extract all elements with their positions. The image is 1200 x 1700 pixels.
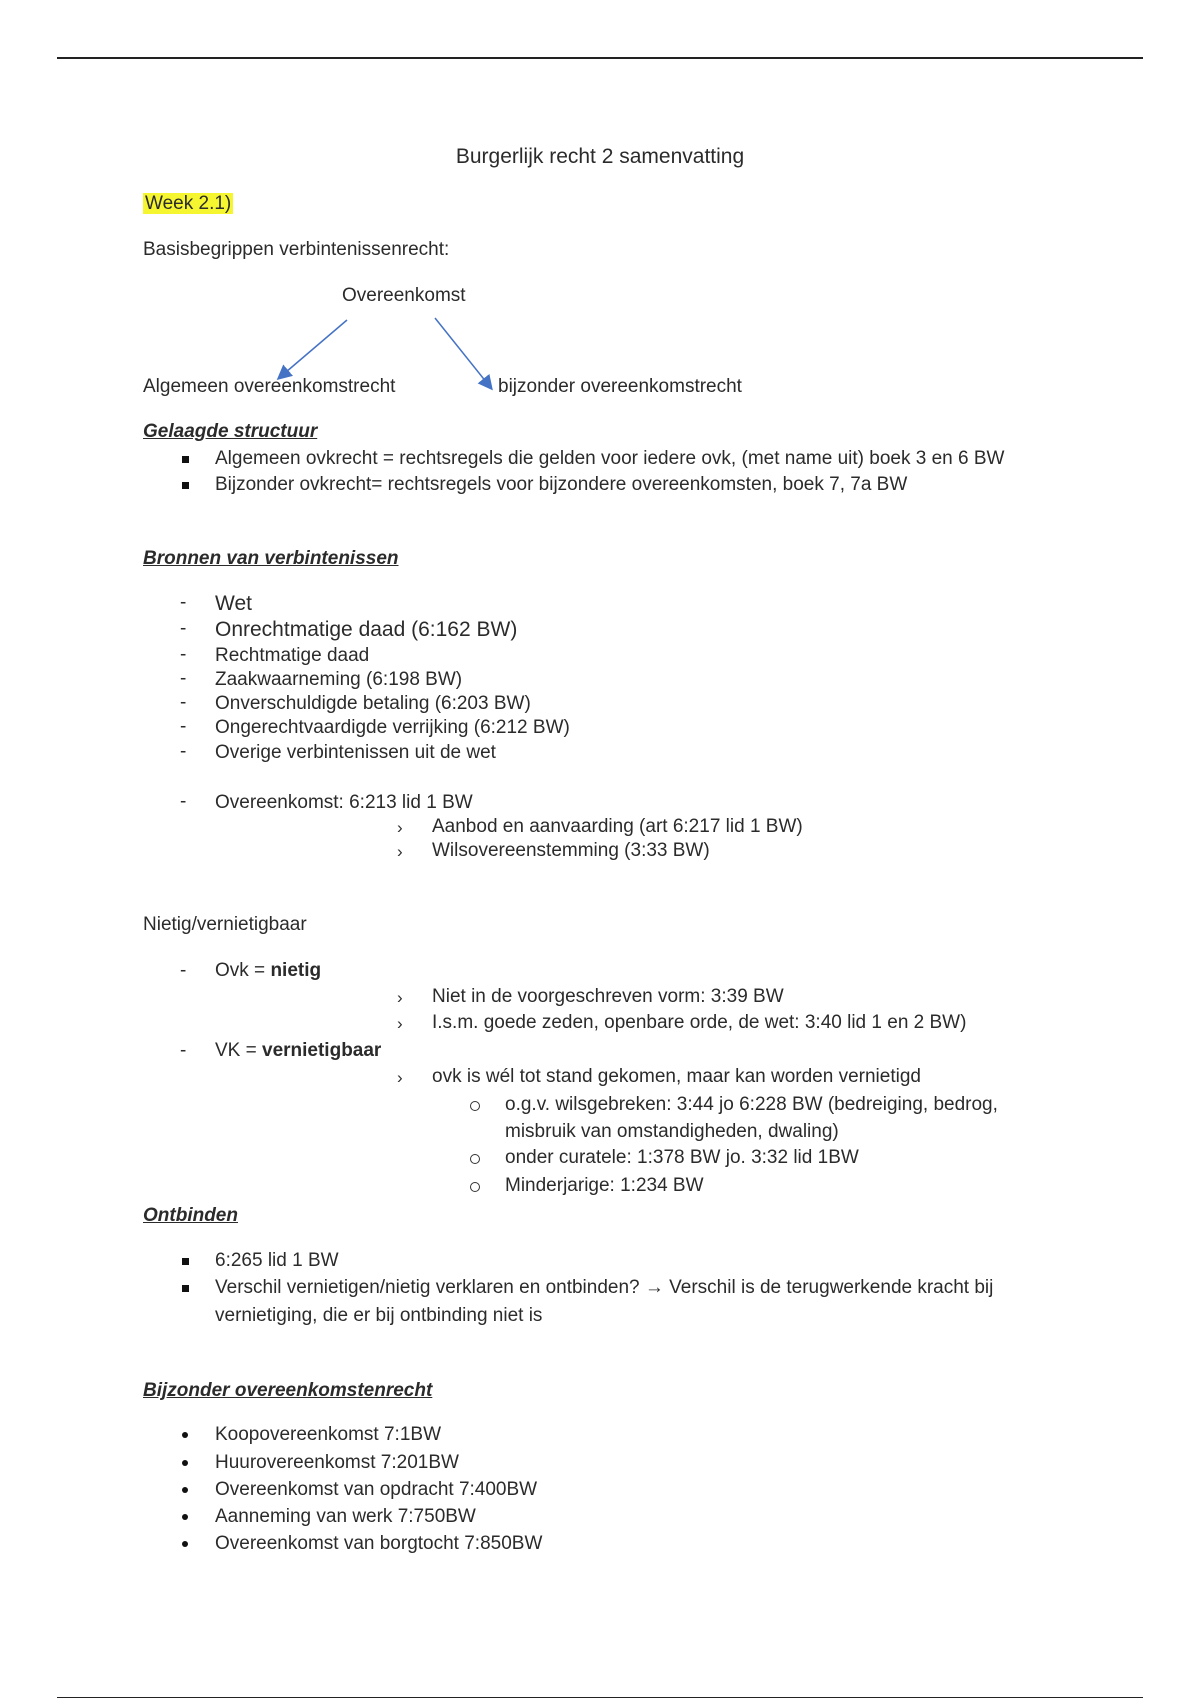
heading-bijzonder: Bijzonder overeenkomstenrecht — [143, 1380, 433, 1401]
bijzonder-item: Koopovereenkomst 7:1BW — [215, 1424, 442, 1445]
nietig-vk-subsubitem: o.g.v. wilsgebreken: 3:44 jo 6:228 BW (bedreiging, bedrog, — [505, 1094, 998, 1115]
circle-bullet-icon — [470, 1101, 480, 1111]
arrow-left — [279, 320, 347, 378]
heading-bronnen: Bronnen van verbintenissen — [143, 548, 399, 569]
heading-gelaagde-structuur: Gelaagde structuur — [143, 421, 318, 442]
heading-ontbinden: Ontbinden — [143, 1205, 238, 1226]
square-bullet-icon — [182, 1258, 189, 1265]
week-highlight: Week 2.1) — [145, 193, 232, 214]
bronnen-item: Onverschuldigde betaling (6:203 BW) — [215, 693, 531, 714]
bijzonder-item: Overeenkomst van borgtocht 7:850BW — [215, 1533, 543, 1554]
nietig-ovk-bold: nietig — [270, 960, 322, 981]
dash-bullet-icon: - — [180, 1040, 187, 1061]
dash-bullet-icon: - — [180, 741, 187, 762]
arrow-right — [435, 318, 491, 388]
bijzonder-item: Aanneming van werk 7:750BW — [215, 1506, 476, 1527]
dash-bullet-icon: - — [180, 791, 187, 812]
dash-bullet-icon: - — [180, 692, 187, 713]
chevron-right-icon: › — [397, 1014, 403, 1033]
diagram-arrows — [0, 0, 1200, 420]
nietig-ovk — [215, 960, 321, 982]
nietig-ovk-subitem: I.s.m. goede zeden, openbare orde, de wet: 3:40 lid 1 en 2 BW) — [432, 1012, 967, 1033]
bronnen-item: Zaakwaarneming (6:198 BW) — [215, 669, 463, 690]
circle-bullet-icon — [470, 1154, 480, 1164]
nietig-vk-subsubitem-cont: misbruik van omstandigheden, dwaling) — [505, 1121, 839, 1142]
bronnen-item: Ongerechtvaardigde verrijking (6:212 BW) — [215, 717, 570, 738]
round-bullet-icon — [182, 1432, 188, 1438]
nietig-vk-subsubitem: Minderjarige: 1:234 BW — [505, 1175, 704, 1196]
nietig-vk-bold: vernietigbaar — [262, 1040, 382, 1061]
intro-text: Basisbegrippen verbintenissenrecht: — [143, 239, 450, 260]
diagram-root-label: Overeenkomst — [342, 285, 466, 306]
round-bullet-icon — [182, 1514, 188, 1520]
dash-bullet-icon: - — [180, 716, 187, 737]
gelaagde-item: Algemeen ovkrecht = rechtsregels die gelden voor iedere ovk, (met name uit) boek 3 en 6 BW — [215, 448, 1005, 469]
nietig-ovk-prefix: Ovk = — [215, 960, 271, 981]
chevron-right-icon: › — [397, 1068, 403, 1087]
nietig-vk — [215, 1040, 381, 1062]
square-bullet-icon — [182, 456, 189, 463]
diagram-left-label: Algemeen overeenkomstrecht — [143, 376, 396, 397]
bronnen-item: Overige verbintenissen uit de wet — [215, 742, 496, 763]
bijzonder-item: Overeenkomst van opdracht 7:400BW — [215, 1479, 538, 1500]
ontbinden-item: 6:265 lid 1 BW — [215, 1250, 339, 1271]
bronnen-item: Onrechtmatige daad (6:162 BW) — [215, 618, 518, 641]
bronnen-subitem: Wilsovereenstemming (3:33 BW) — [432, 840, 710, 861]
round-bullet-icon — [182, 1460, 188, 1466]
nietig-vk-prefix: VK = — [215, 1040, 262, 1061]
nietig-vk-subsubitem: onder curatele: 1:378 BW jo. 3:32 lid 1BW — [505, 1147, 859, 1168]
nietig-vk-subitem: ovk is wél tot stand gekomen, maar kan worden vernietigd — [432, 1066, 921, 1087]
dash-bullet-icon: - — [180, 644, 187, 665]
gelaagde-item: Bijzonder ovkrecht= rechtsregels voor bijzondere overeenkomsten, boek 7, 7a BW — [215, 474, 908, 495]
ontbinden-item-cont: vernietiging, die er bij ontbinding niet is — [215, 1305, 543, 1326]
chevron-right-icon: › — [397, 988, 403, 1007]
footer-rule — [57, 1697, 1143, 1698]
dash-bullet-icon: - — [180, 592, 187, 613]
round-bullet-icon — [182, 1487, 188, 1493]
bronnen-subitem: Aanbod en aanvaarding (art 6:217 lid 1 BW) — [432, 816, 803, 837]
ontbinden-item: Verschil vernietigen/nietig verklaren en ontbinden? → Verschil is de terugwerkende kracht bij — [215, 1277, 994, 1298]
round-bullet-icon — [182, 1541, 188, 1547]
bronnen-item: Overeenkomst: 6:213 lid 1 BW — [215, 792, 473, 813]
square-bullet-icon — [182, 482, 189, 489]
chevron-right-icon: › — [397, 842, 403, 861]
bronnen-item: Rechtmatige daad — [215, 645, 370, 666]
dash-bullet-icon: - — [180, 668, 187, 689]
chevron-right-icon: › — [397, 818, 403, 837]
heading-nietig: Nietig/vernietigbaar — [143, 914, 307, 935]
bronnen-item: Wet — [215, 592, 252, 615]
dash-bullet-icon: - — [180, 618, 187, 639]
diagram-right-label: bijzonder overeenkomstrecht — [498, 376, 742, 397]
nietig-ovk-subitem: Niet in de voorgeschreven vorm: 3:39 BW — [432, 986, 784, 1007]
document-title: Burgerlijk recht 2 samenvatting — [455, 145, 745, 168]
circle-bullet-icon — [470, 1182, 480, 1192]
bijzonder-item: Huurovereenkomst 7:201BW — [215, 1452, 459, 1473]
dash-bullet-icon: - — [180, 960, 187, 981]
square-bullet-icon — [182, 1285, 189, 1292]
